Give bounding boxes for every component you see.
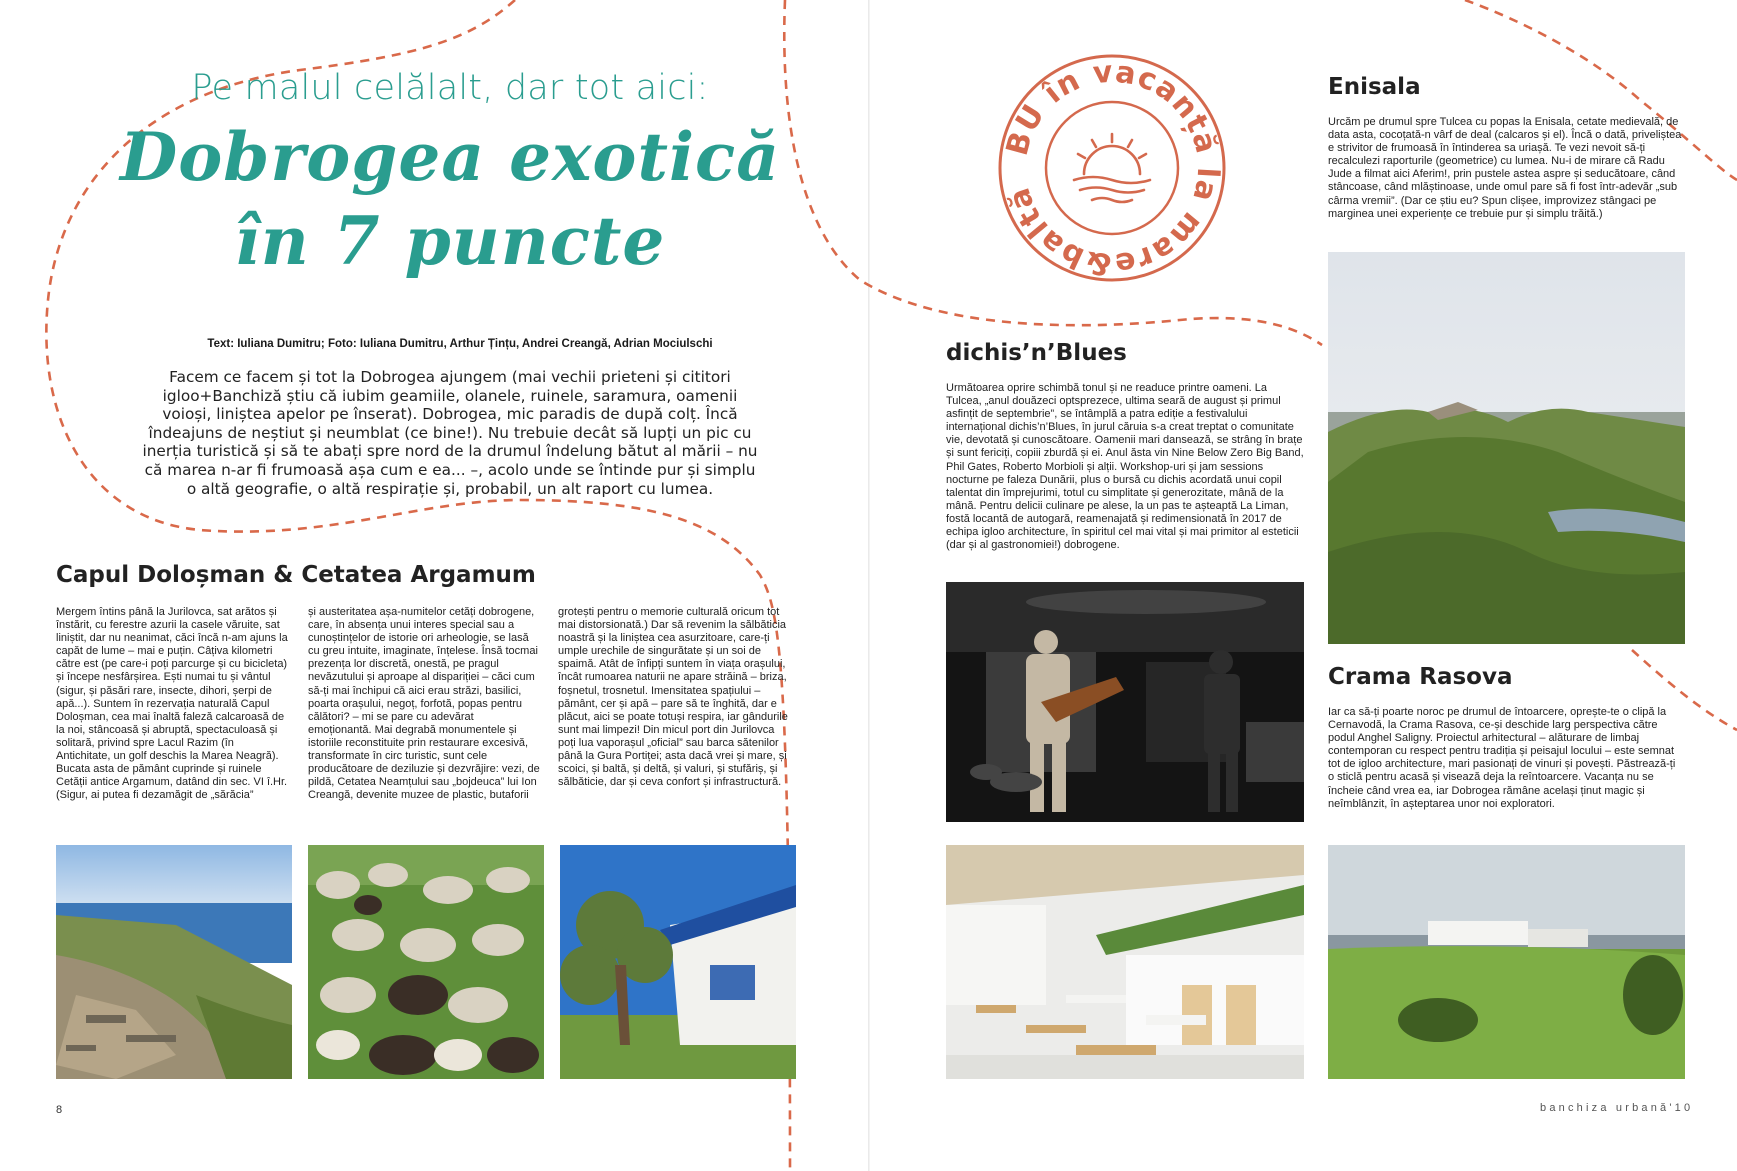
vacation-stamp xyxy=(996,52,1228,284)
photo-sheep-flock xyxy=(308,845,544,1079)
section-title-blues: dichis’n’Blues xyxy=(946,340,1127,366)
photo-blue-house-tree xyxy=(560,845,796,1079)
text-column-3: grotești pentru o memorie culturală oricum tot mai distorsionată.) Dar să revenim la sălbăticia noastră și la liniștea cea asurzitoare, care-ți umple urechile de singurătate și un soi de spaimă. Atât de înfipți suntem în viața orașului, încât rumoarea naturii ne apare străină – briza, foșnetul, trosnetul. Imensitatea spațiului – pământ, cer și apă – pare să te înghită, dar e plăcut, aici se poate totuși respira, iar gândurile sunt mai limpezi! Din micul port din Jurilovca poți lua vaporașul „oficial” sau barca sătenilor până la Gura Portiței; asta dacă vrei și mare, și scoici, și baltă, și deltă, și valuri, și stufăriș, și sălbăticie, dar și ceva confort și infrastructură. xyxy=(558,606,788,789)
photo-credits: Text: Iuliana Dumitru; Foto: Iuliana Dumitru, Arthur Țințu, Andrei Creangă, Adrian Mociulschi xyxy=(207,338,713,350)
photo-la-liman-interior xyxy=(946,845,1304,1079)
text-column-2: și austeritatea așa-numitelor cetăți dobrogene, care, în absența unui interes special sau a cunoștințelor de istorie ori arheologie, se lasă cu greu intuite, imaginate, înțelese. Însă tocmai prezența lor discretă, onestă, pe pragul nevăzutului și aproape al dispariției – căci cum să-ți mai închipui că aici erau străzi, basilici, poarta orașului, negoț, forfotă, popas pentru călători? – mi se pare cu adevărat emoționantă. Mai degrabă monumentele și istoriile reconstituite prin restaurare excesivă, transformate în circ turistic, sunt cele producătoare de deziluzie și dezvrăjire: vezi, de pildă, Cetatea Neamțului sau „bojdeuca” lui Ion Creangă, devenite muzee de plastic, butaforii xyxy=(308,606,540,802)
text-blues: Următoarea oprire schimbă tonul și ne readuce printre oameni. La Tulcea, „anul douăzeci optsprezece, ultima seară de august și primul asfințit de septembrie”, se întâmplă a patra ediție a festivalului internațional dichis’n’Blues, în jurul căruia s-a creat treptat o comunitate vie, devotată și cunoscătoare. Oamenii mari dansează, se strâng în brațe și sunt fericiți, copiii zburdă și ei. Anul ăsta vin Nine Below Zero Big Band, Phil Gates, Roberto Morbioli și alții. Workshop-uri și jam sessions nocturne pe faleza Dunării, plus o bursă cu dichis acordată unui copil talentat din împrejurimi, totul cu simplitate și generozitate, mână de la mână. Pentru delicii culinare pe alese, la un pas te așteaptă La Liman, fostă locantă de autogară, reamenajată și redimensionată în 2017 de echipa igloo architecture, în spiritul cel mai vital și mai primitor al esteticii (dar și al gastronomiei!) dobrogene. xyxy=(946,382,1304,552)
title-line-1: Dobrogea exotică xyxy=(120,118,780,196)
text-column-1: Mergem întins până la Jurilovca, sat arătos și înstărit, cu ferestre azurii la casele văruite, sat liniștit, dar nu neanimat, căci încă n-am ajuns la capăt de lume – mai e puțin. Câțiva kilometri către est (pe care-i poți parcurge și cu bicicleta) și începe nesfârșirea. Ești numai tu și vântul (sigur, și păsări rare, insecte, dihori, șerpi de apă...). Suntem în rezervația naturală Capul Doloșman, cea mai înaltă faleză calcaroasă de la noi, stâncoasă și abruptă, spectaculoasă și solitară, privind spre Lacul Razim (în Antichitate, un golf deschis la Marea Neagră). Bucata asta de pământ cuprinde și ruinele Cetății antice Argamum, datând din sec. VI î.Hr. (Sigur, ai putea fi dezamăgit de „sărăcia” xyxy=(56,606,288,802)
photo-enisala-fortress xyxy=(1328,252,1685,644)
section-title-rasova: Crama Rasova xyxy=(1328,664,1513,690)
section-title-enisala: Enisala xyxy=(1328,74,1421,100)
intro-paragraph: Facem ce facem și tot la Dobrogea ajungem (mai vechii prieteni și cititori igloo+Banchiză știu că iubim geamiile, olanele, ruinele, saramura, oamenii voioși, liniștea apelor pe înserat). Dobrogea, mic paradis de după colț. Încă îndeajuns de neștiut și neumblat (ce bine!). Nu trebuie decât să lupți un pic cu inerția turistică și să te abați spre nord de la drumul îndelung bătut al mării – nu că marea n-ar fi frumoasă așa cum e ea... –, acolo unde se întinde pur și simplu o altă geografie, o altă respirație și, probabil, un alt raport cu lumea. xyxy=(142,368,758,498)
section-title-dolosman: Capul Doloșman & Cetatea Argamum xyxy=(56,562,536,588)
stamp-text: BU în vacanță la mare&baltă xyxy=(999,54,1226,282)
article-title xyxy=(110,115,790,283)
page-number: 8 xyxy=(56,1104,63,1116)
photo-cliff-ruins xyxy=(56,845,292,1079)
photo-crama-rasova xyxy=(1328,845,1685,1079)
title-line-2: în 7 puncte xyxy=(234,202,666,280)
photo-blues-concert xyxy=(946,582,1304,822)
text-enisala: Urcăm pe drumul spre Tulcea cu popas la Enisala, cetate medievală, de data asta, cocoțată-n vârf de deal (calcaros și el). Încă o dată, priveliștea e strivitor de frumoasă în întinderea sa uriașă. Te vezi nevoit să-ți recalculezi raporturile (geometrice) cu lumea. Nu-i de mirare că Radu Jude a filmat aici Aferim!, prin pustele astea aspre și seducătoare, când stâncoase, când mlăștinoase, unde omul pare să fi fost într-adevăr „sub cârma vremii”. (Dar ce știu eu? Spun clișee, improvizez stângaci pe marginea unei experiențe ce trebuie pur și simplu trăită.) xyxy=(1328,116,1682,220)
text-rasova: Iar ca să-ți poarte noroc pe drumul de întoarcere, oprește-te o clipă la Cernavodă, la Crama Rasova, ce-și deschide larg perspectiva către podul Anghel Saligny. Proiectul arhitectural – alăturare de limbaj contemporan cu respect pentru tradiția și peisajul locului – este semnat tot de igloo architecture, mari pasionați de vinuri și povești. Păstrează-ți o sticlă pentru acasă și visează deja la reîntoarcere. Vacanța nu se încheie când vrea ea, iar Dobrogea rămâne același ținut magic și neîmblânzit, în așteptarea unor noi exploratori. xyxy=(1328,706,1676,810)
svg-text:BU în vacanță la mare&baltă xyxy=(1000,55,1225,282)
article-kicker: Pe malul celălalt, dar tot aici: xyxy=(191,68,709,108)
magazine-footer: banchiza urbană'10 xyxy=(1540,1102,1694,1114)
